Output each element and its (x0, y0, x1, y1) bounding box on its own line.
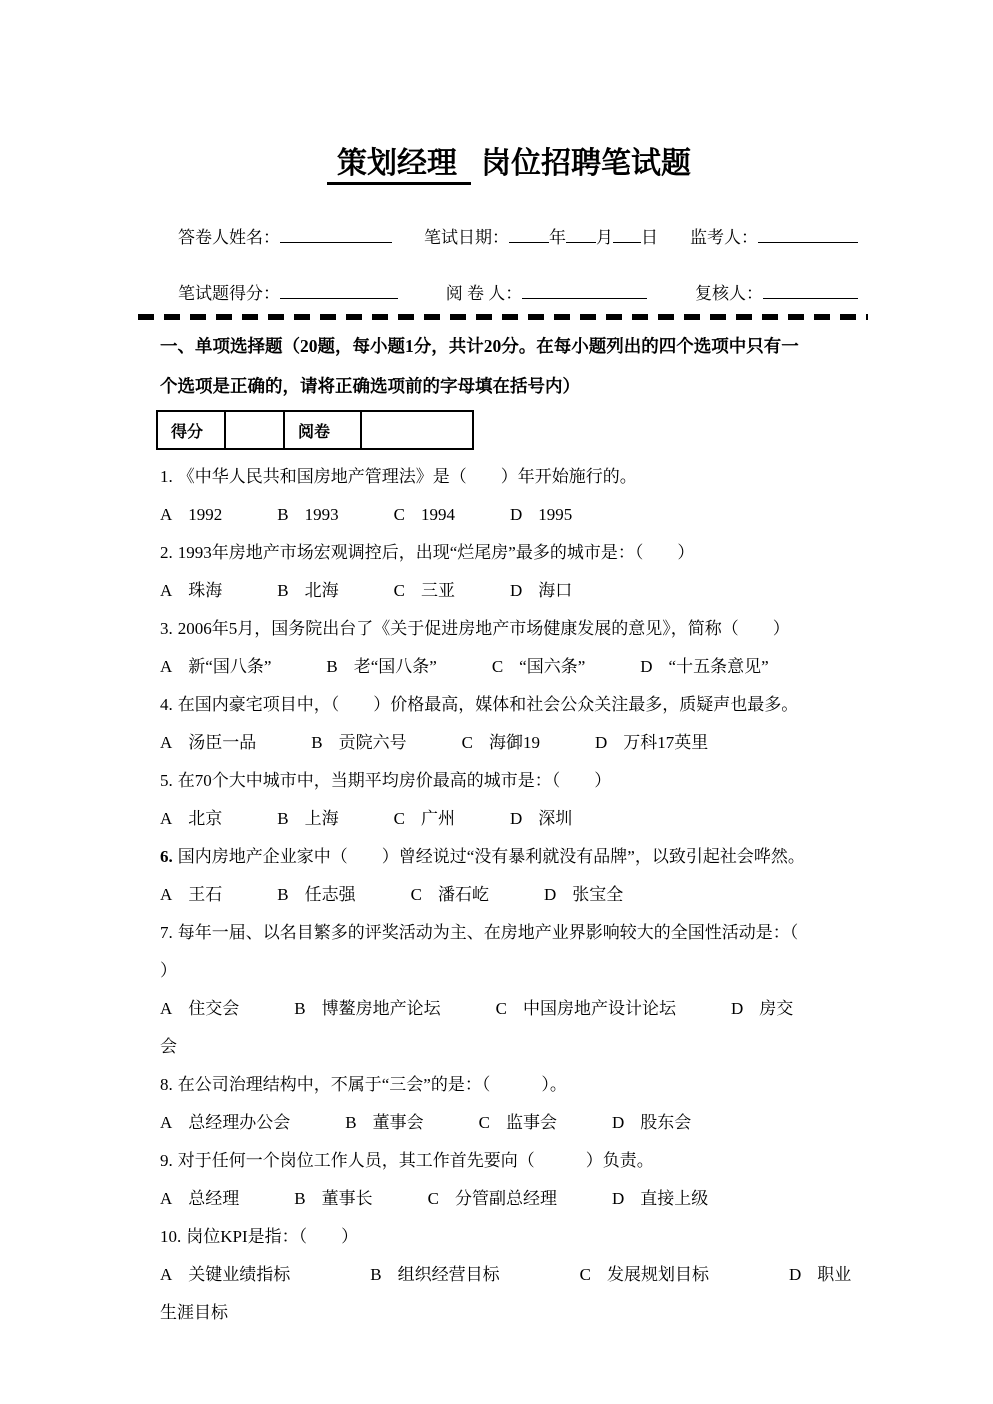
option-text: 深圳 (538, 809, 573, 828)
option-letter: A (160, 733, 173, 752)
option-C (462, 733, 540, 752)
option-text: 贡院六号 (338, 733, 407, 752)
option-text: 总经理 (188, 1189, 240, 1208)
option-letter: A (160, 999, 173, 1018)
option-A (160, 657, 271, 676)
option-B (294, 1189, 372, 1208)
grader-label: 阅 卷 人： (445, 284, 523, 303)
question-7 (160, 914, 858, 1066)
option-letter: A (160, 581, 173, 600)
option-letter: D (788, 1265, 802, 1284)
option-letter: C (491, 657, 504, 676)
options-row (160, 648, 858, 686)
title-position-name: 策划经理 (327, 147, 471, 185)
field-proctor (690, 223, 858, 248)
option-text: 监事会 (505, 1113, 557, 1132)
test-score-fill-line (280, 282, 398, 299)
option-text: “十五条意见” (668, 657, 769, 676)
option-B (326, 657, 436, 676)
question-number: 2. (160, 543, 173, 562)
option-text: 职业生涯目标 (160, 1265, 852, 1322)
question-10-text-line (160, 1218, 858, 1256)
question-text: 2006年5月，国务院出台了《关于促进房地产市场健康发展的意见》，简称（ ） (177, 619, 790, 638)
option-text: 珠海 (188, 581, 223, 600)
option-text: 上海 (304, 809, 339, 828)
question-number: 9. (160, 1151, 173, 1170)
question-3 (160, 610, 858, 686)
option-letter: D (611, 1189, 625, 1208)
question-text: 在70个大中城市中，当期平均房价最高的城市是：（ ） (177, 771, 612, 790)
field-respondent-name (178, 223, 392, 248)
question-5-text-line (160, 762, 858, 800)
field-reviewer (695, 279, 858, 304)
option-B (277, 505, 338, 524)
question-10 (160, 1218, 858, 1332)
options-row (160, 1256, 858, 1332)
option-text: 海御19 (488, 733, 540, 752)
question-text: ） (160, 961, 177, 980)
option-letter: B (277, 809, 289, 828)
option-text: 新“国八条” (188, 657, 272, 676)
question-6-text-line (160, 838, 858, 876)
day-label: 日 (641, 228, 658, 247)
option-letter: A (160, 505, 173, 524)
option-C (394, 505, 455, 524)
option-letter: D (730, 999, 744, 1018)
option-text: 发展规划目标 (606, 1265, 709, 1284)
question-7-text-line (160, 914, 858, 952)
option-D (612, 1113, 691, 1132)
option-letter: B (294, 999, 306, 1018)
question-3-text-line (160, 610, 858, 648)
option-letter: C (478, 1113, 490, 1132)
option-letter: D (509, 505, 523, 524)
field-grader (446, 279, 648, 304)
grader-value-cell (361, 411, 473, 449)
option-text: 股东会 (640, 1113, 692, 1132)
options-row (160, 990, 858, 1066)
question-text: 每年一届、以名目繁多的评奖活动为主、在房地产业界影响较大的全国性活动是：（ (177, 923, 799, 942)
question-text: 《中华人民共和国房地产管理法》是（ ）年开始施行的。 (177, 467, 637, 486)
option-letter: B (294, 1189, 306, 1208)
question-text: 1993年房地产市场宏观调控后，出现“烂尾房”最多的城市是：（ ） (177, 543, 695, 562)
option-B (370, 1265, 499, 1284)
question-6 (160, 838, 858, 914)
field-exam-date (424, 223, 658, 248)
option-A (160, 1113, 290, 1132)
option-C (580, 1265, 709, 1284)
question-2 (160, 534, 858, 610)
question-text: 对于任何一个岗位工作人员，其工作首先要向（ ）负责。 (177, 1151, 654, 1170)
question-4 (160, 686, 858, 762)
test-score-label: 笔试题得分： (178, 284, 280, 303)
score-table (156, 410, 474, 450)
option-text: 分管副总经理 (454, 1189, 557, 1208)
option-text: 1994 (420, 505, 455, 524)
section-heading-line-2: 个选项是正确的，请将正确选项前的字母填在括号内） (160, 376, 580, 396)
year-fill-line (509, 226, 549, 243)
year-label: 年 (549, 228, 566, 247)
option-letter: C (427, 1189, 439, 1208)
options-row (160, 1104, 858, 1142)
question-number: 6. (160, 847, 173, 866)
option-letter: B (277, 581, 289, 600)
questions-list (160, 458, 858, 1332)
grader-label-cell: 阅卷 (284, 411, 361, 449)
question-number: 4. (160, 695, 173, 714)
options-row (160, 724, 858, 762)
question-4-text-line (160, 686, 858, 724)
option-letter: C (495, 999, 507, 1018)
option-text: 房交会 (160, 999, 794, 1056)
question-number: 7. (160, 923, 173, 942)
month-fill-line (566, 226, 596, 243)
title-suffix: 岗位招聘笔试题 (481, 147, 691, 180)
option-text: 三亚 (420, 581, 455, 600)
question-7-text-line (160, 952, 858, 990)
reviewer-label: 复核人： (695, 284, 763, 303)
option-text: 1993 (304, 505, 339, 524)
option-A (160, 809, 222, 828)
option-text: 万科17英里 (623, 733, 709, 752)
option-letter: C (393, 581, 405, 600)
option-text: 住交会 (188, 999, 240, 1018)
option-letter: D (611, 1113, 625, 1132)
options-row (160, 496, 858, 534)
option-B (345, 1113, 423, 1132)
exam-date-label: 笔试日期： (424, 228, 509, 247)
option-text: 老“国八条” (353, 657, 437, 676)
question-5 (160, 762, 858, 838)
option-A (160, 581, 222, 600)
options-row (160, 572, 858, 610)
grader-fill-line (522, 282, 647, 299)
score-table-row (157, 411, 473, 449)
option-letter: A (160, 1189, 173, 1208)
option-letter: C (393, 505, 405, 524)
question-number: 10. (160, 1227, 182, 1246)
question-number: 1. (160, 467, 173, 486)
option-text: 汤臣一品 (188, 733, 257, 752)
options-row (160, 800, 858, 838)
option-B (277, 885, 355, 904)
option-text: 海口 (538, 581, 573, 600)
question-number: 3. (160, 619, 173, 638)
option-text: 任志强 (304, 885, 356, 904)
option-D (510, 581, 572, 600)
option-D (595, 733, 708, 752)
section-heading-line-1: 一、单项选择题（20题，每小题1分，共计20分。在每小题列出的四个选项中只有一 (160, 336, 799, 356)
option-D (510, 505, 572, 524)
option-letter: C (410, 885, 422, 904)
score-label-cell: 得分 (157, 411, 225, 449)
option-D (510, 809, 572, 828)
dashed-separator (138, 314, 868, 320)
option-D (612, 1189, 708, 1208)
option-letter: A (160, 809, 173, 828)
option-text: 1992 (188, 505, 223, 524)
option-C (428, 1189, 557, 1208)
option-B (277, 581, 338, 600)
question-9-text-line (160, 1142, 858, 1180)
header-fields-row-2 (160, 279, 858, 304)
option-letter: C (461, 733, 473, 752)
option-C (496, 999, 676, 1018)
month-label: 月 (596, 228, 613, 247)
option-letter: A (160, 1265, 173, 1284)
options-row (160, 876, 858, 914)
option-C (411, 885, 489, 904)
option-text: 中国房地产设计论坛 (522, 999, 676, 1018)
score-value-cell (225, 411, 284, 449)
option-D (160, 999, 793, 1056)
option-A (160, 505, 222, 524)
question-number: 5. (160, 771, 173, 790)
option-letter: B (326, 657, 338, 676)
question-number: 8. (160, 1075, 173, 1094)
option-text: 潘石屹 (437, 885, 489, 904)
option-letter: D (509, 581, 523, 600)
respondent-name-fill-line (280, 226, 392, 243)
question-text: 在国内豪宅项目中，（ ）价格最高，媒体和社会公众关注最多，质疑声也最多。 (177, 695, 799, 714)
option-letter: D (543, 885, 557, 904)
option-A (160, 885, 222, 904)
field-test-score (178, 279, 398, 304)
question-text: 在公司治理结构中，不属于“三会”的是：（ ）。 (177, 1075, 567, 1094)
option-letter: B (370, 1265, 382, 1284)
option-D (544, 885, 623, 904)
option-C (394, 581, 455, 600)
option-text: 北京 (188, 809, 223, 828)
option-B (277, 809, 338, 828)
option-letter: B (277, 505, 289, 524)
option-letter: D (509, 809, 523, 828)
option-text: 广州 (420, 809, 455, 828)
option-letter: A (160, 1113, 173, 1132)
option-text: 董事长 (321, 1189, 373, 1208)
page-title (160, 142, 858, 186)
option-text: 博鳌房地产论坛 (321, 999, 441, 1018)
option-B (311, 733, 406, 752)
question-8 (160, 1066, 858, 1142)
option-letter: D (640, 657, 653, 676)
option-text: 北海 (304, 581, 339, 600)
option-letter: B (277, 885, 289, 904)
reviewer-fill-line (763, 282, 858, 299)
question-2-text-line (160, 534, 858, 572)
question-8-text-line (160, 1066, 858, 1104)
question-1 (160, 458, 858, 534)
question-9 (160, 1142, 858, 1218)
option-letter: C (579, 1265, 591, 1284)
option-text: 王石 (188, 885, 223, 904)
question-text: 国内房地产企业家中（ ）曾经说过“没有暴利就没有品牌”，以致引起社会哗然。 (177, 847, 805, 866)
proctor-fill-line (758, 226, 858, 243)
option-text: 关键业绩指标 (188, 1265, 291, 1284)
option-A (160, 1189, 239, 1208)
section-heading (160, 326, 858, 406)
option-letter: B (311, 733, 323, 752)
option-text: 董事会 (372, 1113, 424, 1132)
option-text: 总经理办公会 (188, 1113, 291, 1132)
option-C (394, 809, 455, 828)
option-D (640, 657, 768, 676)
header-fields-row-1 (160, 223, 858, 248)
option-C (479, 1113, 557, 1132)
question-1-text-line (160, 458, 858, 496)
option-text: 1995 (538, 505, 573, 524)
option-letter: A (160, 657, 173, 676)
options-row (160, 1180, 858, 1218)
option-A (160, 999, 239, 1018)
respondent-name-label: 答卷人姓名： (178, 228, 280, 247)
option-letter: A (160, 885, 173, 904)
option-letter: B (345, 1113, 357, 1132)
option-text: 直接上级 (640, 1189, 709, 1208)
option-text: 张宝全 (572, 885, 624, 904)
option-text: “国六条” (519, 657, 586, 676)
proctor-label: 监考人： (690, 228, 758, 247)
option-letter: D (594, 733, 608, 752)
option-A (160, 733, 256, 752)
day-fill-line (613, 226, 641, 243)
option-C (492, 657, 585, 676)
option-A (160, 1265, 290, 1284)
question-text: 岗位KPI是指：（ ） (186, 1227, 359, 1246)
option-letter: C (393, 809, 405, 828)
option-B (294, 999, 440, 1018)
option-text: 组织经营目标 (397, 1265, 500, 1284)
